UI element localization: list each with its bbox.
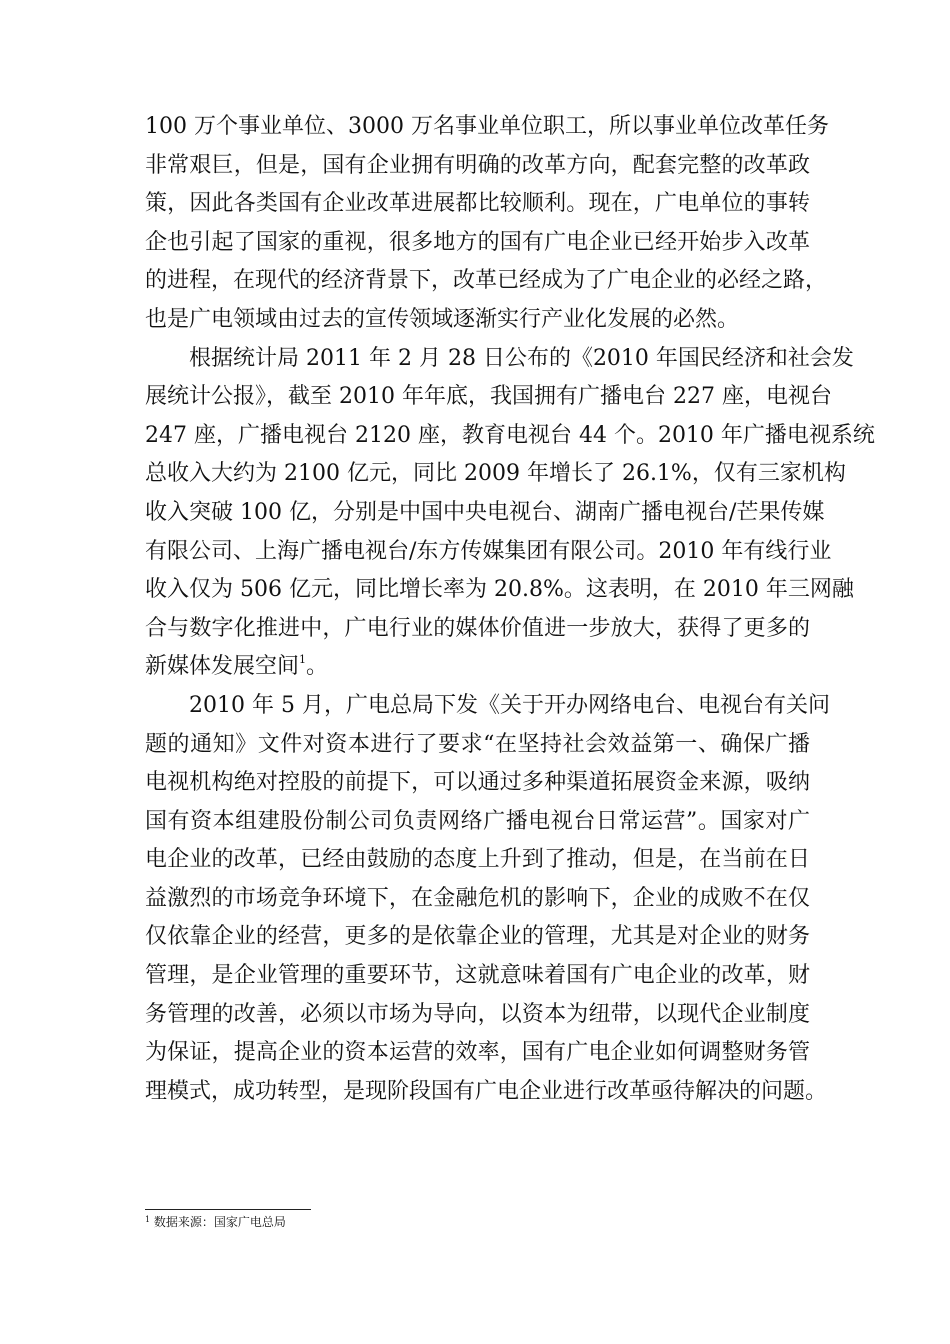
text-line: 企也引起了国家的重视，很多地方的国有广电企业已经开始步入改革 [145,229,810,255]
paragraph-2 [145,340,875,687]
footnote-marker: 1 [145,1215,151,1224]
text-line: 务管理的改善，必须以市场为导向，以资本为纽带，以现代企业制度 [145,1001,810,1027]
body-text [145,108,875,1111]
text-line: 总收入大约为 2100 亿元，同比 2009 年增长了 26.1%，仅有三家机构 [145,461,846,487]
text-line: 100 万个事业单位、3000 万名事业单位职工，所以事业单位改革任务 [145,114,829,139]
text-line [145,648,810,687]
paragraph-3 [145,687,830,1112]
text-line: 电视机构绝对控股的前提下，可以通过多种渠道拓展资金来源，吸纳 [145,770,810,796]
text-line: 非常艰巨，但是，国有企业拥有明确的改革方向，配套完整的改革政 [145,152,810,178]
text-line: 策，因此各类国有企业改革进展都比较顺利。现在，广电单位的事转 [145,191,810,217]
footnote-reference: 1 [299,653,307,667]
text-line: 益激烈的市场竞争环境下，在金融危机的影响下，企业的成败不在仅 [145,885,810,911]
text-line: 收入仅为 506 亿元，同比增长率为 20.8%。这表明，在 2010 年三网融 [145,577,854,603]
footnote-separator [145,1209,311,1210]
text-line: 也是广电领域由过去的宣传领域逐渐实行产业化发展的必然。 [145,306,740,332]
paragraph-1 [145,108,829,340]
text-line: 有限公司、上海广播电视台/东方传媒集团有限公司。2010 年有线行业 [145,538,832,564]
text-line: 理模式，成功转型，是现阶段国有广电企业进行改革亟待解决的问题。 [145,1078,828,1104]
text-line: 电企业的改革，已经由鼓励的态度上升到了推动，但是，在当前在日 [145,847,810,873]
text-line: 2010 年 5 月，广电总局下发《关于开办网络电台、电视台有关问 [189,692,830,718]
text-line: 收入突破 100 亿，分别是中国中央电视台、湖南广播电视台/芒果传媒 [145,499,825,525]
text-line: 展统计公报》，截至 2010 年年底，我国拥有广播电台 227 座，电视台 [145,384,832,410]
text-line: 的进程，在现代的经济背景下，改革已经成为了广电企业的必经之路， [145,268,828,294]
footnote [145,1214,286,1230]
text-line: 根据统计局 2011 年 2 月 28 日公布的《2010 年国民经济和社会发 [189,345,854,371]
text-line: 题的通知》文件对资本进行了要求“在坚持社会效益第一、确保广播 [145,731,810,757]
text-fragment: 。 [306,654,329,680]
text-line: 为保证，提高企业的资本运营的效率，国有广电企业如何调整财务管 [145,1040,810,1066]
text-fragment: 新媒体发展空间 [145,654,300,680]
text-line: 247 座，广播电视台 2120 座，教育电视台 44 个。2010 年广播电视系统 [145,422,875,448]
text-line: 合与数字化推进中，广电行业的媒体价值进一步放大，获得了更多的 [145,615,810,641]
text-line: 管理，是企业管理的重要环节，这就意味着国有广电企业的改革，财 [145,963,810,989]
text-line: 仅依靠企业的经营，更多的是依靠企业的管理，尤其是对企业的财务 [145,924,810,950]
text-line: 国有资本组建股份制公司负责网络广播电视台日常运营”。国家对广 [145,808,810,834]
footnote-text: 数据来源：国家广电总局 [153,1215,286,1229]
